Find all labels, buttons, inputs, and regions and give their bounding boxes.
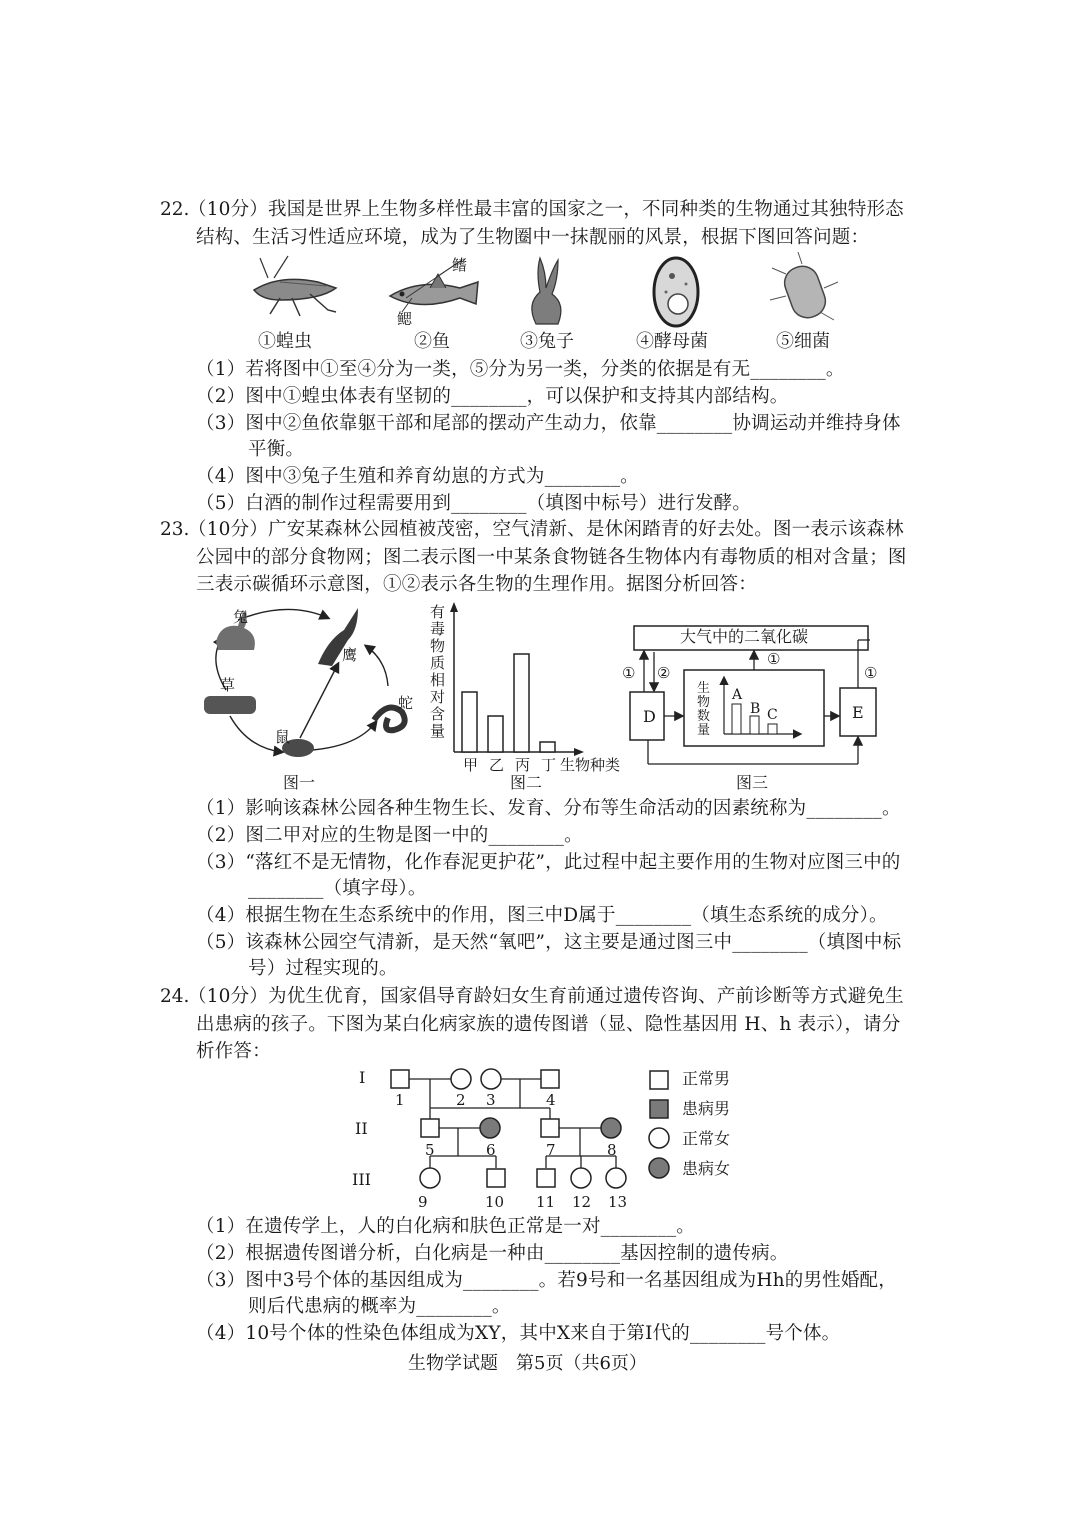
q22-number: 22. [160, 199, 190, 220]
food-web-rabbit-label: 兔 [233, 608, 249, 626]
process-mark-2: ② [657, 664, 671, 682]
individual-label-13: 13 [608, 1193, 628, 1211]
figure2-caption: 图二 [510, 773, 543, 792]
generation-1-label: I [359, 1068, 366, 1087]
q23-sub-3: （3）“落红不是无情物，化作春泥更护花”，此过程中起主要作用的生物对应图三中的 [196, 852, 901, 873]
q24-sub-2: （2）根据遗传图谱分析，白化病是一种由________基因控制的遗传病。 [196, 1243, 789, 1264]
individual-1 [391, 1070, 409, 1088]
q22-sub-4: （4）图中③兔子生殖和养育幼崽的方式为________。 [196, 466, 639, 487]
process-mark-1-middle: ① [767, 650, 781, 668]
legend-affected-female-symbol [649, 1158, 669, 1178]
inner-bar-c-label: C [767, 707, 778, 723]
figure2-bar-3 [514, 654, 529, 752]
figure2-ylabel: 有毒物质相对含量 [430, 603, 446, 740]
inner-ylabel: 生物数量 [697, 681, 711, 738]
individual-label-7: 7 [546, 1141, 556, 1159]
individual-label-10: 10 [485, 1193, 505, 1211]
rabbit-illustration [532, 258, 561, 324]
q24-stem-line2: 出患病的孩子。下图为某白化病家族的遗传图谱（显、隐性基因用 H、h 表示），请分 [196, 1014, 901, 1035]
individual-label-1: 1 [395, 1091, 405, 1109]
individual-label-12: 12 [572, 1193, 592, 1211]
figure2-xlabel: 生物种类 [560, 756, 621, 774]
q22-sub-2: （2）图中①蝗虫体表有坚韧的________，可以保护和支持其内部结构。 [196, 386, 789, 407]
individual-label-5: 5 [425, 1141, 435, 1159]
q23-sub-3-cont: ________（填字母）。 [248, 878, 427, 899]
q23-number: 23. [160, 519, 190, 540]
inner-bar-a [732, 704, 741, 734]
legend-normal-male-symbol [650, 1071, 668, 1089]
inner-bar-c [768, 724, 777, 734]
individual-label-8: 8 [607, 1141, 617, 1159]
q24-sub-1: （1）在遗传学上，人的白化病和肤色正常是一对________。 [196, 1216, 695, 1237]
generation-2-label: II [355, 1119, 368, 1138]
figure2-category-4: 丁 [541, 756, 557, 774]
legend-normal-male: 正常男 [682, 1069, 731, 1088]
process-mark-1-right: ① [864, 664, 878, 682]
individual-label-9: 9 [418, 1193, 428, 1211]
figure2-bar-4 [540, 742, 555, 752]
individual-3 [481, 1069, 501, 1089]
figure3-caption: 图三 [736, 773, 769, 792]
figure2-category-3: 丙 [515, 756, 531, 774]
organism-label-3: ③兔子 [520, 331, 574, 352]
individual-4 [541, 1070, 559, 1088]
organism-label-5: ⑤细菌 [776, 331, 830, 352]
q23-sub-5: （5）该森林公园空气清新，是天然“氧吧”，这主要是通过图三中________（填图中标 [196, 932, 902, 953]
q23-stem-line2: 公园中的部分食物网；图二表示图一中某条食物链各生物体内有毒物质的相对含量；图 [196, 547, 907, 568]
legend-affected-female: 患病女 [682, 1159, 731, 1178]
legend-affected-male: 患病男 [682, 1099, 731, 1118]
individual-2 [451, 1069, 471, 1089]
food-web-mouse-label: 鼠 [275, 728, 291, 746]
q24-sub-3-cont: 则后代患病的概率为________。 [248, 1296, 511, 1317]
process-mark-1-left: ① [622, 664, 636, 682]
component-d-label: D [643, 707, 656, 726]
organism-label-4: ④酵母菌 [636, 331, 708, 352]
q23-sub-1: （1）影响该森林公园各种生物生长、发育、分布等生命活动的因素统称为________。 [196, 798, 901, 819]
q23-stem-line1: （10分）广安某森林公园植被茂密，空气清新、是休闲踏青的好去处。图一表示该森林 [188, 519, 904, 540]
figure2-bar-1 [462, 692, 477, 752]
individual-label-2: 2 [456, 1091, 466, 1109]
individual-7 [541, 1119, 559, 1137]
figure2-bar-chart [448, 600, 588, 760]
q22-stem-line1: （10分）我国是世界上生物多样性最丰富的国家之一，不同种类的生物通过其独特形态 [188, 199, 904, 220]
q24-stem-line1: （10分）为优生优育，国家倡导育龄妇女生育前通过遗传咨询、产前诊断等方式避免生 [188, 986, 904, 1007]
q24-stem-line3: 析作答： [196, 1041, 271, 1062]
figure2-category-2: 乙 [489, 756, 505, 774]
organism-label-1: ①蝗虫 [258, 331, 312, 352]
individual-label-3: 3 [486, 1091, 496, 1109]
food-web-grass-label: 草 [220, 676, 236, 694]
individual-label-11: 11 [536, 1193, 556, 1211]
q23-sub-4: （4）根据生物在生态系统中的作用，图三中D属于________（填生态系统的成分）。 [196, 905, 888, 926]
figure1-caption: 图一 [283, 773, 316, 792]
organism-label-2: ②鱼 [414, 331, 450, 352]
inner-bar-a-label: A [732, 687, 743, 703]
pedigree-chart [350, 1064, 650, 1212]
q24-sub-4: （4）10号个体的性染色体组成为XY，其中X来自于第I代的________号个体。 [196, 1323, 841, 1344]
atmosphere-co2-label: 大气中的二氧化碳 [680, 627, 809, 646]
pedigree-legend-symbols [645, 1066, 675, 1186]
q22-organism-figure [240, 252, 880, 332]
q22-sub-3: （3）图中②鱼依靠躯干部和尾部的摆动产生动力，依靠________协调运动并维持身体 [196, 413, 901, 434]
inner-bar-b [750, 716, 759, 734]
q22-stem-line2: 结构、生活习性适应环境，成为了生物圈中一抹靓丽的风景，根据下图回答问题： [196, 227, 870, 248]
q22-sub-3-cont: 平衡。 [248, 439, 305, 460]
generation-3-label: III [352, 1170, 371, 1189]
individual-12 [571, 1168, 591, 1188]
figure2-bar-2 [488, 716, 503, 752]
q22-sub-5: （5）白酒的制作过程需要用到________（填图中标号）进行发酵。 [196, 493, 752, 514]
individual-10 [487, 1169, 505, 1187]
individual-8 [601, 1118, 621, 1138]
grasshopper-illustration [254, 256, 336, 316]
individual-5 [421, 1119, 439, 1137]
inner-bar-b-label: B [750, 701, 761, 717]
q22-sub-1: （1）若将图中①至④分为一类，⑤分为另一类，分类的依据是有无________。 [196, 359, 845, 380]
legend-affected-male-symbol [650, 1100, 668, 1118]
legend-normal-female: 正常女 [682, 1129, 731, 1148]
yeast-illustration [654, 258, 698, 326]
food-web-snake-label: 蛇 [398, 694, 414, 712]
food-web-eagle-label: 鹰 [342, 646, 358, 664]
gill-label: 鳃 [397, 310, 413, 328]
individual-label-4: 4 [546, 1091, 556, 1109]
q24-number: 24. [160, 986, 190, 1007]
q23-sub-2: （2）图二甲对应的生物是图一中的________。 [196, 825, 583, 846]
component-e-label: E [852, 703, 864, 722]
grass-node-icon [204, 696, 256, 714]
individual-11 [537, 1169, 555, 1187]
individual-9 [420, 1168, 440, 1188]
fin-label: 鳍 [452, 256, 468, 274]
individual-13 [606, 1168, 626, 1188]
individual-6 [480, 1118, 500, 1138]
bacterium-illustration [770, 252, 838, 322]
q24-sub-3: （3）图中3号个体的基因组成为________。若9号和一名基因组成为Hh的男性婚配， [196, 1270, 897, 1291]
page-footer: 生物学试题 第5页（共6页） [408, 1353, 647, 1374]
q23-stem-line3: 三表示碳循环示意图，①②表示各生物的生理作用。据图分析回答： [196, 574, 758, 595]
q23-sub-5-cont: 号）过程实现的。 [248, 958, 398, 979]
legend-normal-female-symbol [649, 1128, 669, 1148]
individual-label-6: 6 [486, 1141, 496, 1159]
figure2-category-1: 甲 [463, 756, 479, 774]
